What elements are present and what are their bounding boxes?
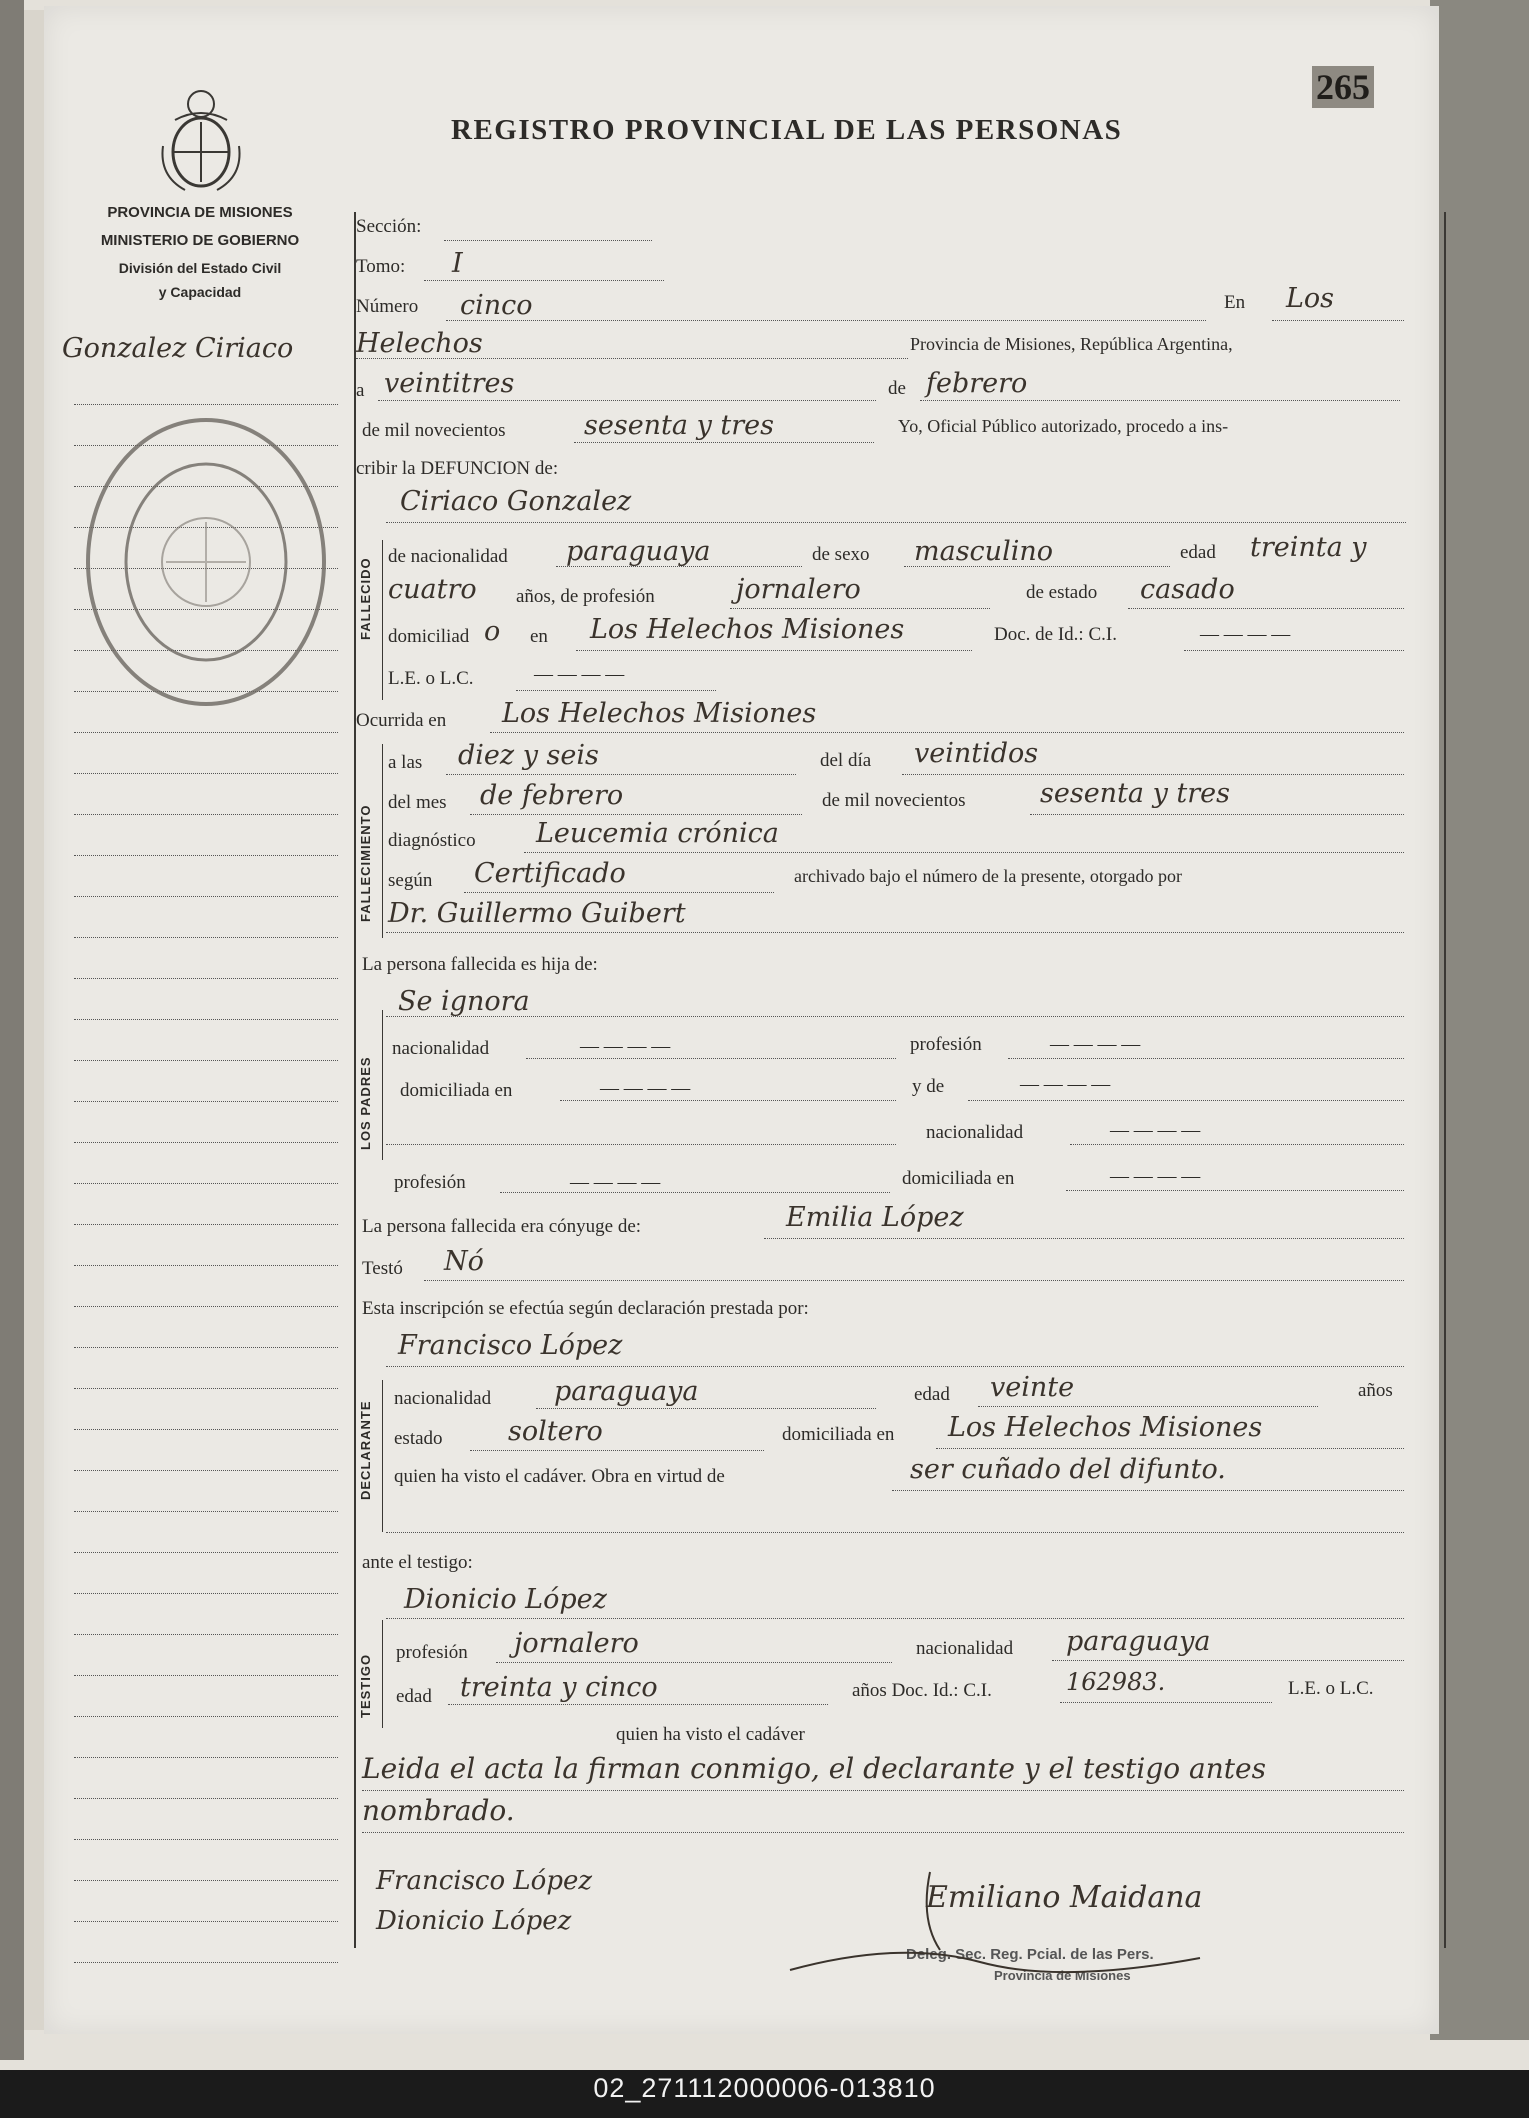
padres-domiciliada-value: — — — — [600, 1078, 691, 1099]
fallecido-bracket [382, 540, 383, 700]
margin-rule [74, 1224, 338, 1225]
declarante-anos-label: años [1358, 1380, 1393, 1401]
numero-value: cinco [460, 290, 533, 321]
declarante-nacionalidad-line [536, 1408, 876, 1409]
document-title: REGISTRO PROVINCIAL DE LAS PERSONAS [451, 114, 1123, 146]
margin-rule [74, 1060, 338, 1061]
fallecimiento-anio: sesenta y tres [1040, 778, 1231, 809]
margin-rule [74, 937, 338, 938]
closing-line1-rule [362, 1790, 1404, 1791]
signature-testigo: Dionicio López [376, 1906, 572, 1936]
padres-domiciliada2-label: domiciliada en [902, 1168, 1015, 1189]
a-label: a [356, 380, 365, 401]
fallecido-nacionalidad-label: de nacionalidad [388, 546, 508, 567]
fallecido-sexo-line [904, 566, 1170, 567]
fallecido-estado: casado [1140, 574, 1235, 605]
fallecido-name: Ciriaco Gonzalez [400, 486, 632, 517]
segun-value: Certificado [474, 858, 626, 889]
medico-line [386, 932, 1404, 933]
fallecido-domicilio-suffix: o [484, 616, 501, 647]
margin-rule [74, 1101, 338, 1102]
inscribir-text: cribir la DEFUNCION de: [356, 458, 559, 479]
margin-rule [74, 1675, 338, 1676]
fallecido-anos-label: años, de profesión [516, 586, 655, 607]
testigo-profesion-line [496, 1662, 892, 1663]
fallecido-profesion-line [730, 608, 990, 609]
testigo-le-label: L.E. o L.C. [1288, 1678, 1374, 1699]
margin-rule [74, 1757, 338, 1758]
margin-rule [74, 1716, 338, 1717]
segun-line [464, 892, 774, 893]
padres-nacionalidad2-line [1070, 1144, 1404, 1145]
fallecido-name-line [386, 522, 1406, 523]
declarante-nacionalidad-label: nacionalidad [394, 1388, 492, 1409]
margin-rule [74, 1962, 338, 1963]
diagnostico-line [524, 852, 1404, 853]
declarante-estado-line [470, 1450, 764, 1451]
book-binding [0, 0, 24, 2060]
fallecimiento-bracket [382, 744, 383, 938]
padres-profesion2-line [500, 1192, 890, 1193]
margin-rule [74, 1552, 338, 1553]
medico-value: Dr. Guillermo Guibert [388, 898, 686, 929]
fallecido-profesion: jornalero [736, 574, 861, 605]
archivado-text: archivado bajo el número de la presente, otorgado por [794, 866, 1183, 886]
declarante-intro: Esta inscripción se efectúa según declaración prestada por: [362, 1298, 809, 1319]
declarante-edad: veinte [990, 1372, 1075, 1403]
form-right-border [1444, 212, 1446, 1948]
signature-flourish-icon [780, 1870, 1300, 1980]
padres-nacionalidad2-value: — — — — [1110, 1120, 1201, 1141]
margin-rule [74, 855, 338, 856]
dia-label: del día [820, 750, 872, 771]
fallecido-le-label: L.E. o L.C. [388, 668, 474, 689]
testigo-profesion-label: profesión [396, 1642, 468, 1663]
margin-rule [74, 1470, 338, 1471]
fallecido-edad-label: edad [1180, 542, 1216, 563]
madre-value: — — — — [1020, 1074, 1111, 1095]
previous-page-edge [24, 10, 46, 2030]
fallecido-nacionalidad: paraguaya [566, 536, 711, 567]
margin-rule [74, 1511, 338, 1512]
margin-rule [74, 1347, 338, 1348]
mes-value: de febrero [480, 780, 624, 811]
closing-line2-rule [362, 1832, 1404, 1833]
margin-rule [74, 773, 338, 774]
month-value: febrero [926, 368, 1028, 399]
margin-rule [74, 404, 338, 405]
padre-line [386, 1016, 1404, 1017]
en-value: Los [1286, 283, 1335, 314]
official-stamp-line1: Deleg. Sec. Reg. Pcial. de las Pers. [906, 1946, 1154, 1963]
declarante-blank-line [386, 1532, 1404, 1533]
declarante-estado-label: estado [394, 1428, 443, 1449]
padres-nacionalidad-label: nacionalidad [392, 1038, 490, 1059]
mes-label: del mes [388, 792, 447, 813]
declarante-nacionalidad: paraguaya [554, 1376, 699, 1407]
testigo-ci: 162983. [1066, 1668, 1166, 1696]
day-line [378, 400, 876, 401]
testo-value: Nó [444, 1246, 484, 1277]
testigo-nacionalidad-label: nacionalidad [916, 1638, 1014, 1659]
fallecido-domicilio: Los Helechos Misiones [590, 614, 905, 645]
declarante-edad-line [978, 1406, 1318, 1407]
mes-line [470, 814, 802, 815]
header-capacity: y Capacidad [158, 284, 242, 300]
fallecido-domicilio-line [576, 650, 972, 651]
fallecido-edad1: treinta y [1250, 532, 1367, 563]
declarante-side-label: DECLARANTE [358, 1400, 373, 1500]
testigo-nacionalidad: paraguaya [1066, 1626, 1211, 1657]
padres-side-label: LOS PADRES [358, 1056, 373, 1150]
padres-domiciliada-line [560, 1100, 896, 1101]
margin-rule [74, 1183, 338, 1184]
declarante-domicilio: Los Helechos Misiones [948, 1412, 1263, 1443]
conyuge-line [764, 1238, 1404, 1239]
margin-rule [74, 1429, 338, 1430]
testigo-nacionalidad-line [1052, 1660, 1404, 1661]
year-line [574, 442, 874, 443]
month-line [920, 400, 1400, 401]
margin-rule [74, 978, 338, 979]
seccion-label: Sección: [356, 216, 422, 237]
numero-label: Número [356, 296, 419, 317]
testigo-name-line [386, 1618, 1404, 1619]
testo-label: Testó [362, 1258, 403, 1279]
testigo-edad-label: edad [396, 1686, 432, 1707]
coat-of-arms-icon [155, 86, 247, 196]
dia-line [902, 774, 1404, 775]
testigo-edad: treinta y cinco [460, 1672, 658, 1703]
margin-rule [74, 1019, 338, 1020]
declarante-name-line [386, 1366, 1404, 1367]
margin-rule [74, 1142, 338, 1143]
declarante-name: Francisco López [398, 1330, 623, 1361]
official-stamp-line2: Provincia de Misiones [994, 1968, 1131, 1983]
testigo-edad-line [448, 1704, 828, 1705]
numero-line [446, 320, 1206, 321]
closing-line1: Leida el acta la firman conmigo, el declarante y el testigo antes [362, 1752, 1266, 1785]
en-line [1272, 320, 1404, 321]
y-de-label: y de [912, 1076, 945, 1097]
testigo-side-label: TESTIGO [358, 1653, 373, 1718]
margin-rule [74, 1880, 338, 1881]
padres-domiciliada-label: domiciliada en [400, 1080, 513, 1101]
padres-bracket [382, 1010, 383, 1160]
header-division: División del Estado Civil [118, 260, 282, 276]
fallecido-side-label: FALLECIDO [358, 557, 373, 640]
registry-seal-stamp-icon [82, 412, 330, 712]
ocurrida-line [490, 732, 1404, 733]
margin-rule [74, 1306, 338, 1307]
ocurrida-label: Ocurrida en [356, 710, 447, 731]
ocurrida-value: Los Helechos Misiones [502, 698, 817, 729]
padres-domiciliada2-line [1066, 1190, 1404, 1191]
fallecido-estado-label: de estado [1026, 582, 1098, 603]
yo-text: Yo, Oficial Público autorizado, procedo a ins- [898, 416, 1229, 436]
de-label: de [888, 378, 906, 399]
margin-rule [74, 1388, 338, 1389]
testo-line [424, 1280, 1404, 1281]
fallecimiento-side-label: FALLECIMIENTO [358, 804, 373, 922]
declarante-edad-label: edad [914, 1384, 950, 1405]
padres-profesion2-value: — — — — [570, 1172, 661, 1193]
fallecido-en-label: en [530, 626, 548, 647]
padres-profesion-label: profesión [910, 1034, 982, 1055]
testigo-name: Dionicio López [404, 1584, 607, 1615]
padres-domiciliada2-value: — — — — [1110, 1166, 1201, 1187]
margin-rule [74, 1921, 338, 1922]
tomo-value: I [452, 248, 463, 279]
declarante-domiciliada-label: domiciliada en [782, 1424, 895, 1445]
declarante-bracket [382, 1380, 383, 1532]
fallecido-le-value: — — — — [534, 664, 625, 685]
margin-rule [74, 1593, 338, 1594]
en-label: En [1224, 292, 1246, 313]
hora-label: a las [388, 752, 423, 773]
fallecido-doc-line [1184, 650, 1404, 651]
provincia-text: Provincia de Misiones, República Argentina, [910, 334, 1233, 354]
margin-name: Gonzalez Ciriaco [62, 333, 294, 364]
conyuge-label: La persona fallecida era cónyuge de: [362, 1216, 642, 1237]
fallecido-nacionalidad-line [556, 566, 802, 567]
signature-official: Emiliano Maidana [926, 1880, 1203, 1915]
header-province: PROVINCIA DE MISIONES [107, 204, 293, 221]
testigo-anos-doc-label: años Doc. Id.: C.I. [852, 1680, 992, 1701]
testigo-ci-line [1060, 1702, 1272, 1703]
margin-rule [74, 1634, 338, 1635]
dia-value: veintidos [914, 738, 1039, 769]
testigo-visto-text: quien ha visto el cadáver [616, 1724, 805, 1745]
diagnostico-value: Leucemia crónica [536, 818, 779, 849]
mil-label: de mil novecientos [362, 420, 506, 441]
fallecido-doc-label: Doc. de Id.: C.I. [994, 624, 1117, 645]
fallecimiento-anio-line [1030, 814, 1404, 815]
place-line [356, 358, 908, 359]
fallecido-doc-value: — — — — [1200, 624, 1291, 645]
padres-nacionalidad-value: — — — — [580, 1036, 671, 1057]
header-ministry: MINISTERIO DE GOBIERNO [100, 232, 300, 249]
place-continuation: Helechos [356, 328, 483, 359]
segun-label: según [388, 870, 433, 891]
signature-declarante: Francisco López [376, 1866, 593, 1896]
declarante-estado: soltero [508, 1416, 603, 1447]
declarante-domicilio-line [936, 1448, 1404, 1449]
margin-rule [74, 896, 338, 897]
closing-line2: nombrado. [362, 1794, 515, 1827]
margin-rule [74, 732, 338, 733]
padre-value: Se ignora [398, 986, 530, 1017]
fallecido-sexo-label: de sexo [812, 544, 870, 565]
padres-nacionalidad-line [526, 1058, 896, 1059]
seccion-line [444, 240, 652, 241]
footer-id: 02_271112000006-013810 [593, 2073, 936, 2103]
padres-profesion2-label: profesión [394, 1172, 466, 1193]
fallecido-domicilio-label: domiciliad [388, 626, 470, 647]
diagnostico-label: diagnóstico [388, 830, 476, 851]
declarante-virtud: ser cuñado del difunto. [910, 1454, 1226, 1485]
margin-rule [74, 1798, 338, 1799]
padres-intro: La persona fallecida es hija de: [362, 954, 598, 975]
testigo-bracket [382, 1620, 383, 1728]
padres-blank-line [386, 1144, 896, 1145]
page-number: 265 [1312, 66, 1374, 108]
padres-nacionalidad2-label: nacionalidad [926, 1122, 1024, 1143]
margin-rule [74, 1265, 338, 1266]
fallecido-estado-line [1128, 608, 1404, 609]
margin-rule [74, 814, 338, 815]
madre-line [968, 1100, 1404, 1101]
tomo-label: Tomo: [356, 256, 406, 277]
hora-value: diez y seis [458, 740, 599, 771]
declarante-virtud-line [892, 1490, 1404, 1491]
fallecido-sexo: masculino [914, 536, 1053, 567]
testigo-intro: ante el testigo: [362, 1552, 473, 1573]
tomo-line [424, 280, 664, 281]
padres-profesion-value: — — — — [1050, 1034, 1141, 1055]
testigo-profesion: jornalero [514, 1628, 639, 1659]
declarante-visto-text: quien ha visto el cadáver. Obra en virtud de [394, 1466, 725, 1487]
conyuge-value: Emilia López [786, 1202, 964, 1233]
fallecimiento-mil-label: de mil novecientos [822, 790, 966, 811]
day-value: veintitres [384, 368, 515, 399]
padres-profesion-line [1008, 1058, 1404, 1059]
fallecido-edad2: cuatro [388, 574, 477, 605]
margin-rule [74, 1839, 338, 1840]
year-value: sesenta y tres [584, 410, 775, 441]
hora-line [446, 774, 796, 775]
fallecido-le-line [516, 690, 716, 691]
